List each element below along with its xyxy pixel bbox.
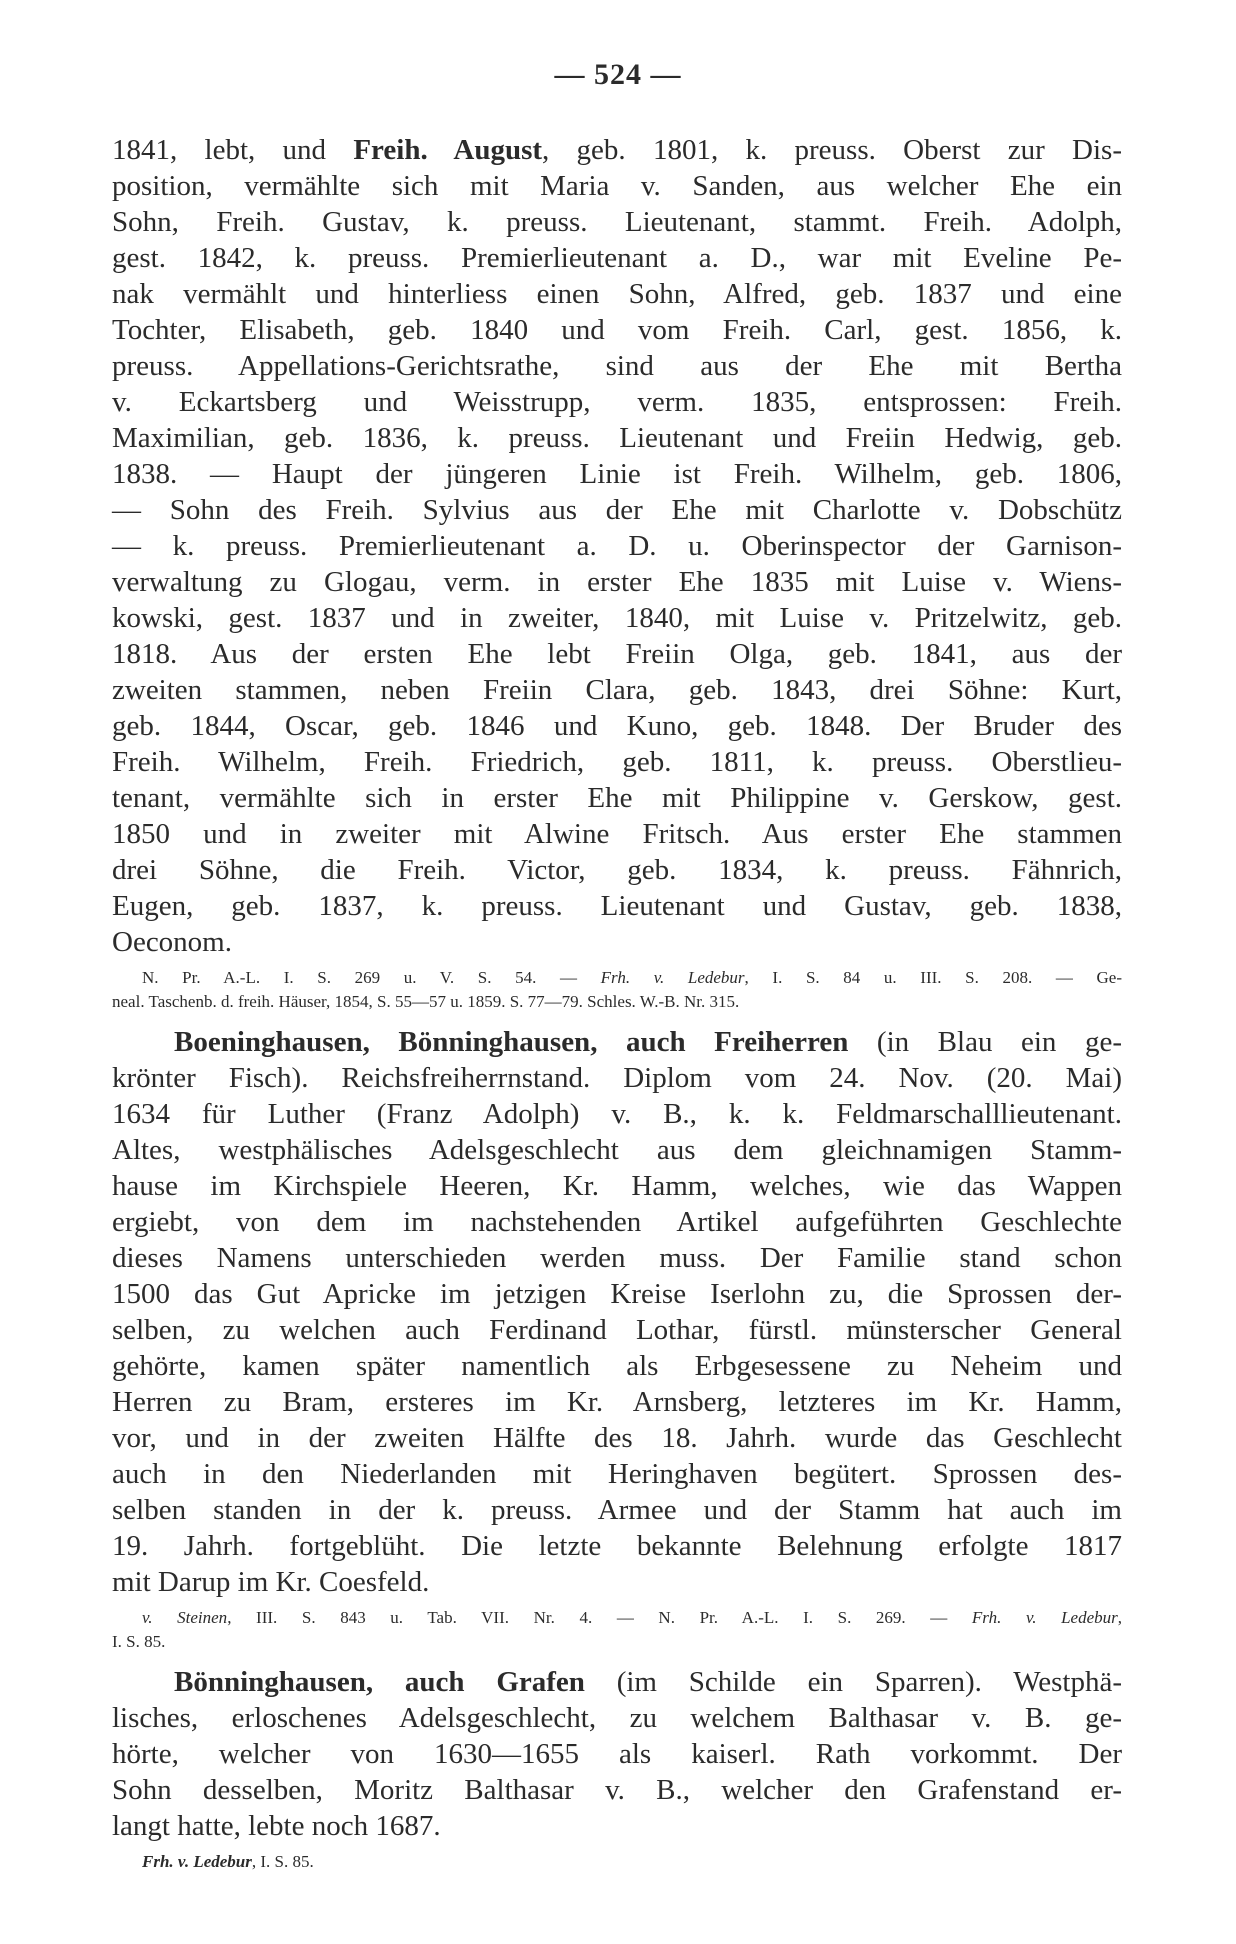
text-line bbox=[112, 924, 1122, 960]
text-line bbox=[112, 240, 1122, 276]
text-line bbox=[112, 492, 1122, 528]
text-segment: 1500 das Gut Apricke im jetzigen Kreise Iserlohn zu, die Sprossen der- bbox=[112, 1278, 1122, 1310]
text-segment: 1838. — Haupt der jüngeren Linie ist Freih. Wilhelm, geb. 1806, bbox=[112, 458, 1122, 490]
bold-text: Boeninghausen, Bönninghausen, auch Freiherren bbox=[174, 1026, 849, 1058]
text-line bbox=[112, 1096, 1122, 1132]
text-segment: lisches, erloschenes Adelsgeschlecht, zu welchem Balthasar v. B. ge- bbox=[112, 1702, 1122, 1734]
text-line bbox=[112, 636, 1122, 672]
text-line bbox=[112, 1564, 1122, 1600]
text-segment: (im Schilde ein Sparren). Westphä- bbox=[584, 1666, 1122, 1698]
text-line bbox=[112, 1024, 1122, 1060]
text-line bbox=[112, 204, 1122, 240]
text-line bbox=[112, 1736, 1122, 1772]
text-segment: mit Darup im Kr. Coesfeld. bbox=[112, 1566, 430, 1598]
text-segment: , I. S. 84 u. III. S. 208. — Ge- bbox=[744, 968, 1122, 987]
text-segment: hörte, welcher von 1630—1655 als kaiserl. Rath vorkommt. Der bbox=[112, 1738, 1122, 1770]
text-segment: tenant, vermählte sich in erster Ehe mit Philippine v. Gerskow, gest. bbox=[112, 782, 1122, 814]
text-line bbox=[112, 1456, 1122, 1492]
bold-text: Frh. v. Ledebur bbox=[142, 1852, 252, 1871]
text-line bbox=[112, 744, 1122, 780]
text-line bbox=[112, 1312, 1122, 1348]
text-segment: I. S. 85. bbox=[112, 1632, 166, 1651]
text-line bbox=[112, 852, 1122, 888]
text-segment: — k. preuss. Premierlieutenant a. D. u. Oberinspector der Garnison- bbox=[112, 530, 1122, 562]
text-segment: , geb. 1801, k. preuss. Oberst zur Dis- bbox=[542, 134, 1122, 166]
text-segment: 1634 für Luther (Franz Adolph) v. B., k. k. Feldmarschalllieutenant. bbox=[112, 1098, 1122, 1130]
text-line bbox=[112, 1700, 1122, 1736]
text-segment: 1850 und in zweiter mit Alwine Fritsch. Aus erster Ehe stammen bbox=[112, 818, 1122, 850]
text-line bbox=[112, 1276, 1122, 1312]
reference-note bbox=[112, 1850, 1122, 1874]
text-segment: gehörte, kamen später namentlich als Erbgesessene zu Neheim und bbox=[112, 1350, 1122, 1382]
bold-text: Freih. August bbox=[353, 134, 543, 166]
text-line bbox=[112, 1492, 1122, 1528]
text-segment: 1841, lebt, und bbox=[112, 134, 354, 166]
italic-text: Frh. v. Ledebur bbox=[600, 968, 745, 987]
text-line bbox=[112, 132, 1122, 168]
text-segment: 19. Jahrh. fortgeblüht. Die letzte bekannte Belehnung erfolgte 1817 bbox=[112, 1530, 1122, 1562]
text-segment: krönter Fisch). Reichsfreiherrnstand. Diplom vom 24. Nov. (20. Mai) bbox=[112, 1062, 1122, 1094]
text-segment: preuss. Appellations-Gerichtsrathe, sind aus der Ehe mit Bertha bbox=[112, 350, 1122, 382]
text-segment: , I. S. 85. bbox=[251, 1852, 314, 1871]
text-segment: dieses Namens unterschieden werden muss. Der Familie stand schon bbox=[112, 1242, 1122, 1274]
text-line bbox=[112, 1168, 1122, 1204]
text-line bbox=[112, 1528, 1122, 1564]
text-segment: Oeconom. bbox=[112, 926, 232, 958]
text-line bbox=[112, 1132, 1122, 1168]
text-line bbox=[112, 1772, 1122, 1808]
text-segment: Maximilian, geb. 1836, k. preuss. Lieutenant und Freiin Hedwig, geb. bbox=[112, 422, 1122, 454]
text-line bbox=[112, 456, 1122, 492]
text-line bbox=[112, 168, 1122, 204]
text-line bbox=[112, 990, 1122, 1014]
text-segment: gest. 1842, k. preuss. Premierlieutenant a. D., war mit Eveline Pe- bbox=[112, 242, 1122, 274]
text-line bbox=[112, 672, 1122, 708]
text-line bbox=[112, 348, 1122, 384]
text-line bbox=[112, 1630, 1122, 1654]
reference-note bbox=[112, 1606, 1122, 1654]
text-line bbox=[112, 1060, 1122, 1096]
bold-text: Bönninghausen, auch Grafen bbox=[174, 1666, 585, 1698]
text-line bbox=[112, 1384, 1122, 1420]
text-line bbox=[112, 1420, 1122, 1456]
text-line bbox=[112, 312, 1122, 348]
text-segment: kowski, gest. 1837 und in zweiter, 1840, mit Luise v. Pritzelwitz, geb. bbox=[112, 602, 1122, 634]
text-line bbox=[112, 1808, 1122, 1844]
text-segment: Eugen, geb. 1837, k. preuss. Lieutenant und Gustav, geb. 1838, bbox=[112, 890, 1122, 922]
text-segment: nak vermählt und hinterliess einen Sohn, Alfred, geb. 1837 und eine bbox=[112, 278, 1122, 310]
text-line bbox=[112, 1348, 1122, 1384]
text-segment: selben, zu welchen auch Ferdinand Lothar, fürstl. münsterscher General bbox=[112, 1314, 1122, 1346]
text-segment: vor, und in der zweiten Hälfte des 18. Jahrh. wurde das Geschlecht bbox=[112, 1422, 1122, 1454]
text-segment: Freih. Wilhelm, Freih. Friedrich, geb. 1811, k. preuss. Oberstlieu- bbox=[112, 746, 1122, 778]
text-segment: auch in den Niederlanden mit Heringhaven begütert. Sprossen des- bbox=[112, 1458, 1122, 1490]
text-segment: N. Pr. A.-L. I. S. 269 u. V. S. 54. — bbox=[142, 968, 601, 987]
reference-note bbox=[112, 966, 1122, 1014]
text-line bbox=[112, 276, 1122, 312]
text-line bbox=[112, 1204, 1122, 1240]
text-line bbox=[112, 420, 1122, 456]
text-segment: zweiten stammen, neben Freiin Clara, geb. 1843, drei Söhne: Kurt, bbox=[112, 674, 1122, 706]
page-number: — 524 — bbox=[554, 58, 682, 91]
text-segment: langt hatte, lebte noch 1687. bbox=[112, 1810, 441, 1842]
text-line bbox=[112, 384, 1122, 420]
text-segment: , III. S. 843 u. Tab. VII. Nr. 4. — N. Pr. A.-L. I. S. 269. — bbox=[227, 1608, 972, 1627]
text-segment: position, vermählte sich mit Maria v. Sanden, aus welcher Ehe ein bbox=[112, 170, 1122, 202]
text-line bbox=[112, 708, 1122, 744]
text-segment: v. Eckartsberg und Weisstrupp, verm. 1835, entsprossen: Freih. bbox=[112, 386, 1122, 418]
text-segment: selben standen in der k. preuss. Armee und der Stamm hat auch im bbox=[112, 1494, 1122, 1526]
text-segment: 1818. Aus der ersten Ehe lebt Freiin Olga, geb. 1841, aus der bbox=[112, 638, 1122, 670]
text-segment: verwaltung zu Glogau, verm. in erster Ehe 1835 mit Luise v. Wiens- bbox=[112, 566, 1122, 598]
text-line bbox=[112, 966, 1122, 990]
text-line bbox=[112, 1606, 1122, 1630]
paragraph bbox=[112, 1024, 1122, 1600]
text-segment: geb. 1844, Oscar, geb. 1846 und Kuno, geb. 1848. Der Bruder des bbox=[112, 710, 1122, 742]
text-segment: Tochter, Elisabeth, geb. 1840 und vom Freih. Carl, gest. 1856, k. bbox=[112, 314, 1122, 346]
text-segment: , bbox=[1117, 1608, 1122, 1627]
text-segment: Sohn desselben, Moritz Balthasar v. B., welcher den Grafenstand er- bbox=[112, 1774, 1122, 1806]
text-line bbox=[112, 600, 1122, 636]
text-segment: Altes, westphälisches Adelsgeschlecht aus dem gleichnamigen Stamm- bbox=[112, 1134, 1122, 1166]
text-segment: Sohn, Freih. Gustav, k. preuss. Lieutenant, stammt. Freih. Adolph, bbox=[112, 206, 1122, 238]
text-line bbox=[112, 1240, 1122, 1276]
page-body bbox=[112, 132, 1122, 1884]
text-segment: hause im Kirchspiele Heeren, Kr. Hamm, welches, wie das Wappen bbox=[112, 1170, 1122, 1202]
text-segment: drei Söhne, die Freih. Victor, geb. 1834, k. preuss. Fähnrich, bbox=[112, 854, 1122, 886]
text-segment: — Sohn des Freih. Sylvius aus der Ehe mit Charlotte v. Dobschütz bbox=[112, 494, 1122, 526]
text-segment: neal. Taschenb. d. freih. Häuser, 1854, S. 55—57 u. 1859. S. 77—79. Schles. W.-B. Nr. 315. bbox=[112, 992, 740, 1011]
italic-text: Frh. v. Ledebur bbox=[971, 1608, 1118, 1627]
italic-text: v. Steinen bbox=[142, 1608, 228, 1627]
text-line bbox=[112, 780, 1122, 816]
paragraph bbox=[112, 132, 1122, 960]
text-line bbox=[112, 564, 1122, 600]
text-segment: Herren zu Bram, ersteres im Kr. Arnsberg, letzteres im Kr. Hamm, bbox=[112, 1386, 1122, 1418]
text-line bbox=[112, 528, 1122, 564]
text-segment: ergiebt, von dem im nachstehenden Artikel aufgeführten Geschlechte bbox=[112, 1206, 1122, 1238]
paragraph bbox=[112, 1664, 1122, 1844]
text-line bbox=[112, 816, 1122, 852]
text-line bbox=[112, 888, 1122, 924]
text-segment: (in Blau ein ge- bbox=[848, 1026, 1122, 1058]
text-line bbox=[112, 1664, 1122, 1700]
text-line bbox=[112, 1850, 1122, 1874]
